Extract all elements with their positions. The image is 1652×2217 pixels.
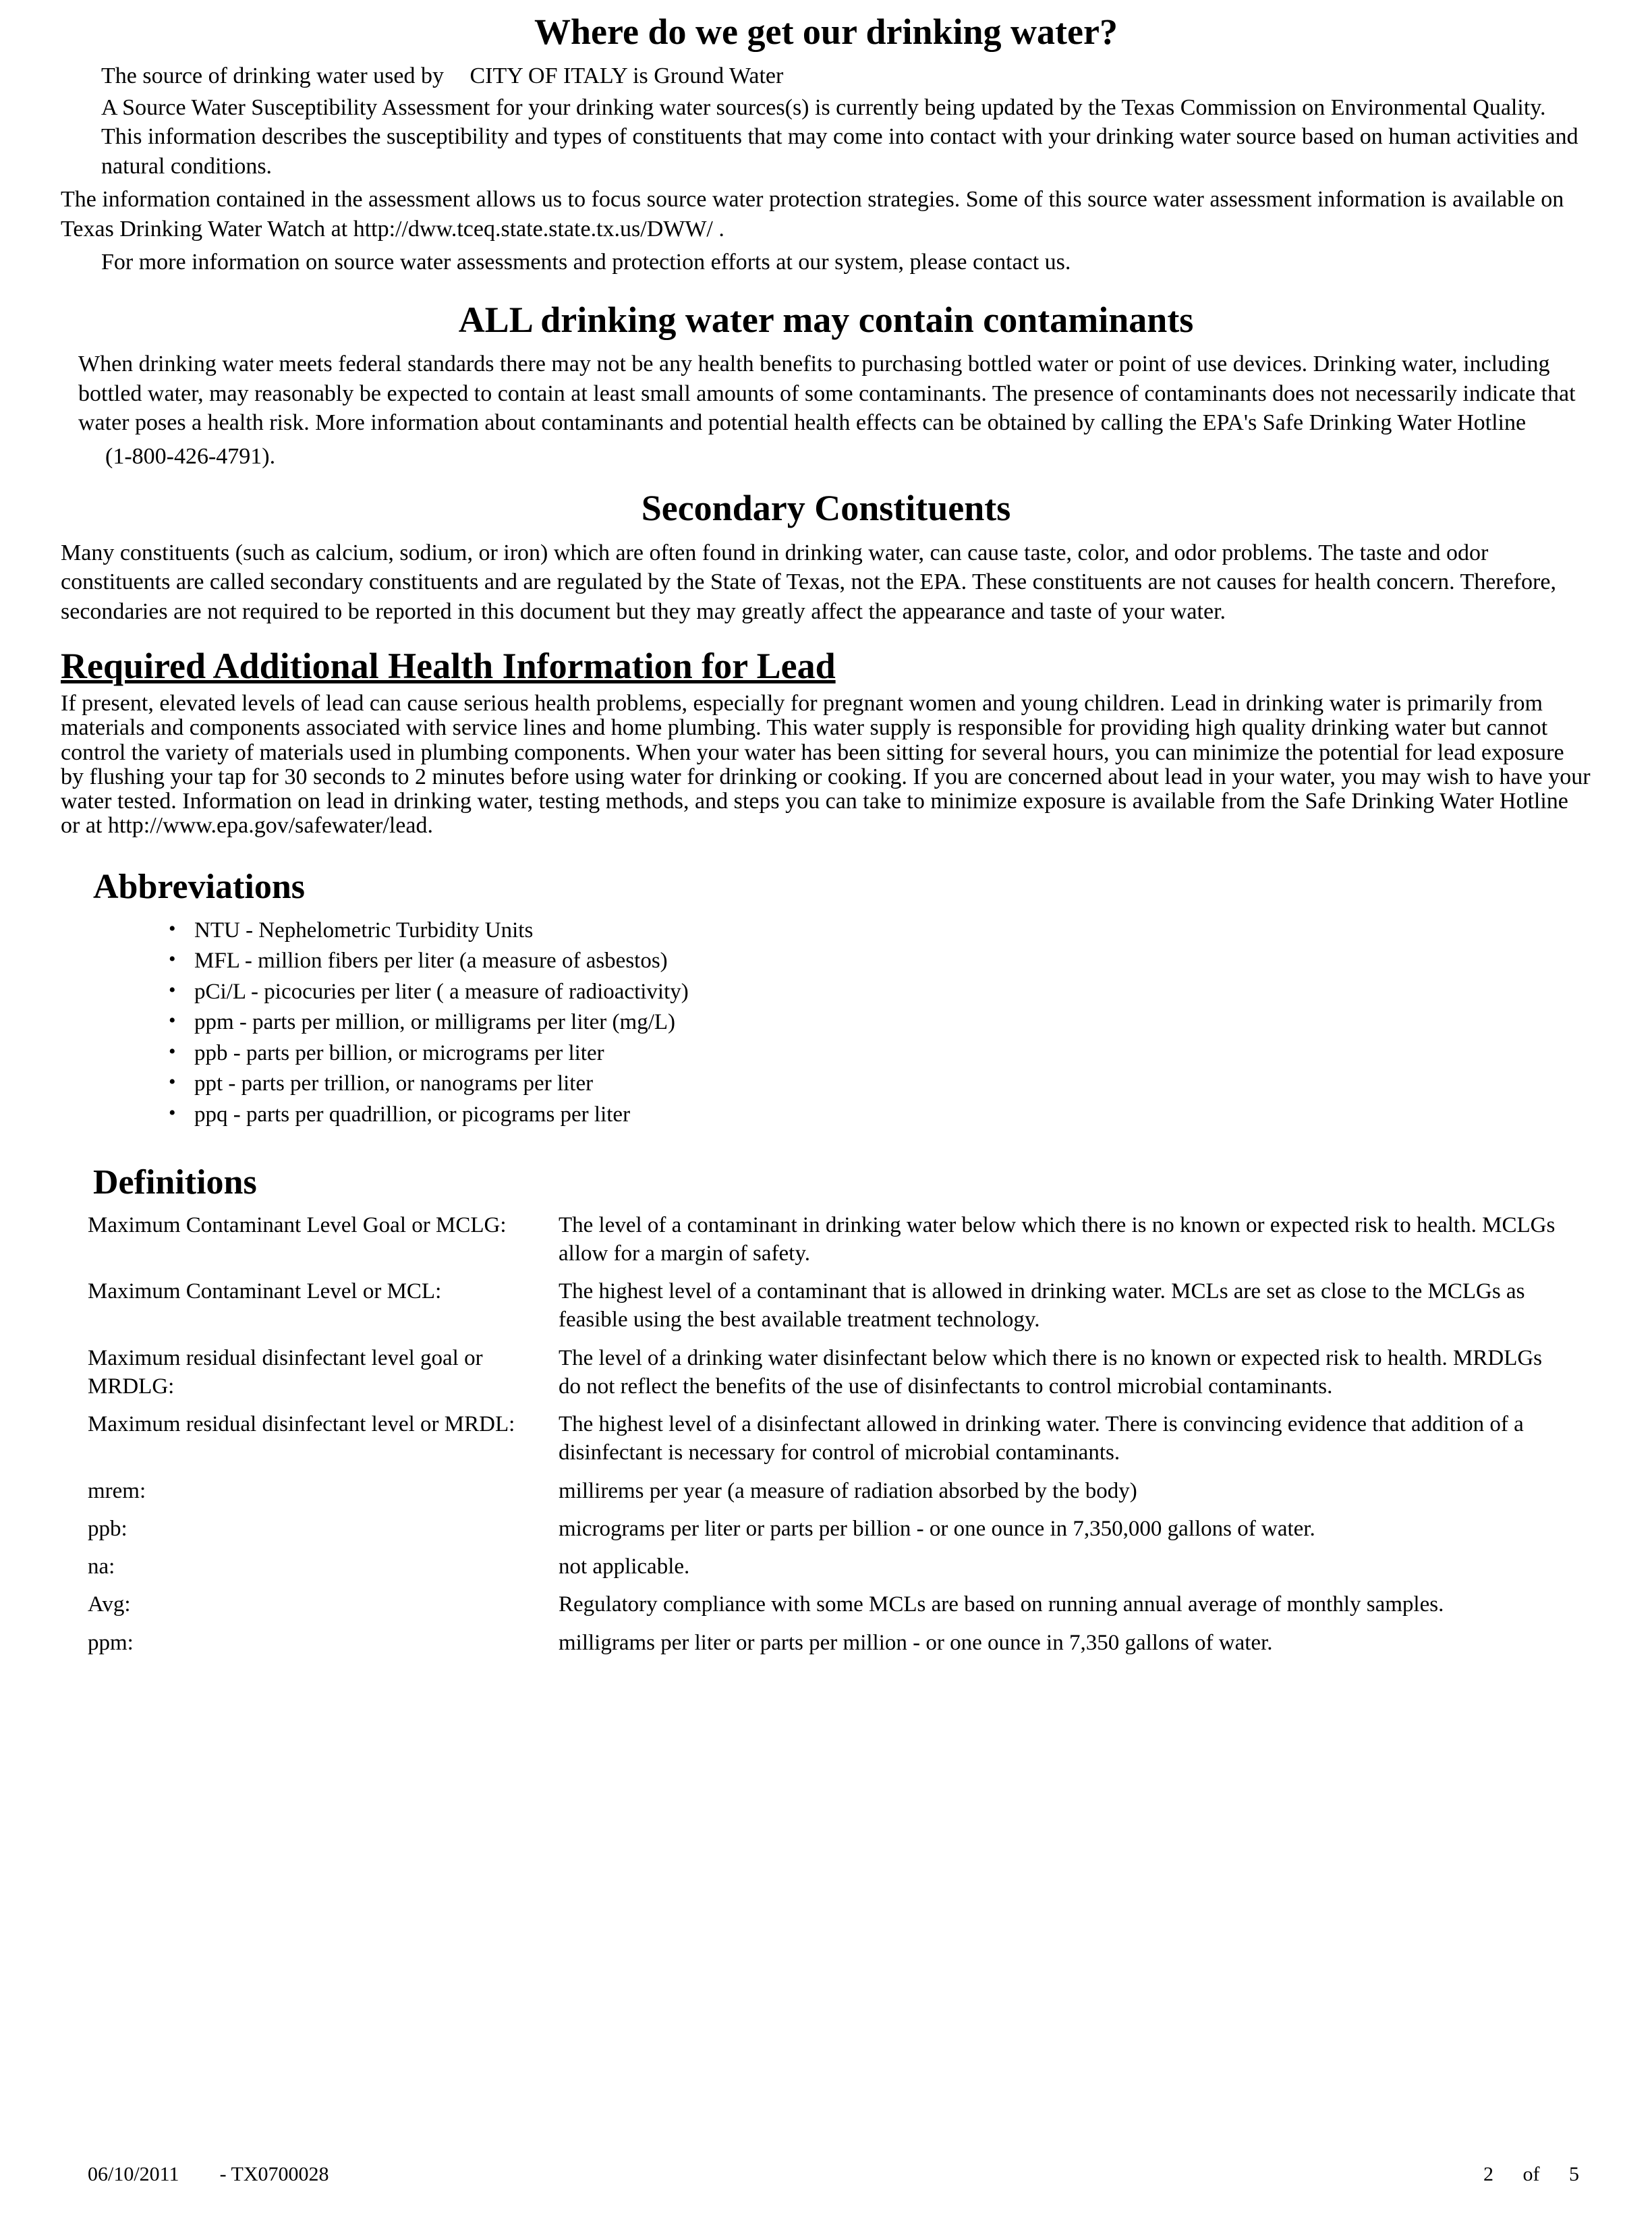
- list-item: • ppm - parts per million, or milligrams per liter (mg/L): [169, 1007, 1591, 1038]
- footer-page-current: 2: [1483, 2163, 1493, 2185]
- definition-term: Maximum residual disinfectant level goal or MRDLG:: [88, 1345, 483, 1399]
- table-row: [61, 1477, 1591, 1515]
- footer-page-total: 5: [1569, 2163, 1579, 2185]
- definition-description: The highest level of a disinfectant allowed in drinking water. There is convincing evidence that addition of a disinfectant is necessary for control of microbial contaminants.: [559, 1412, 1524, 1465]
- table-row: [61, 1552, 1591, 1590]
- definitions-table: [61, 1211, 1591, 1666]
- source-paragraph-2: The information contained in the assessment allows us to focus source water protection strategies. Some of this source water assessment information is available on Texas Drinking Water Watch at http://dww.tceq.state.state.tx.us/DWW/ .: [61, 187, 1564, 242]
- page-footer: [61, 2163, 1591, 2186]
- definition-term: Maximum Contaminant Level or MCL:: [88, 1279, 442, 1304]
- document-page: [0, 12, 1652, 2217]
- footer-pws-id: - TX0700028: [219, 2163, 329, 2185]
- definition-term: ppb:: [88, 1516, 127, 1541]
- contaminants-paragraph-1: When drinking water meets federal standards there may not be any health benefits to purchasing bottled water or point of use devices. Drinking water, including bottled water, may reasonably be expected to contain at least small amounts of some contaminants. The presence of contaminants does not necessarily indicate that water poses a health risk. More information about contaminants and potential health effects can be obtained by calling the EPA's Safe Drinking Water Hotline: [78, 352, 1576, 436]
- secondary-paragraph-1: Many constituents (such as calcium, sodium, or iron) which are often found in drinking water, can cause taste, color, and odor problems. The taste and odor constituents are called secondary constituents and are regulated by the State of Texas, not the EPA. These constituents are not causes for health concern. Therefore, secondaries are not required to be reported in this document but they may greatly affect the appearance and taste of your water.: [61, 540, 1556, 624]
- water-system-name: CITY OF ITALY is Ground Water: [469, 63, 784, 89]
- section-title-abbreviations: Abbreviations: [93, 867, 305, 906]
- list-item: • pCi/L - picocuries per liter ( a measure of radioactivity): [169, 977, 1591, 1008]
- list-item: • NTU - Nephelometric Turbidity Units: [169, 916, 1591, 947]
- section-title-contaminants: ALL drinking water may contain contaminants: [458, 299, 1194, 340]
- table-row: [61, 1590, 1591, 1628]
- section-title-source-water: Where do we get our drinking water?: [534, 11, 1118, 52]
- list-item: • MFL - million fibers per liter (a measure of asbestos): [169, 946, 1591, 977]
- definition-term: mrem:: [88, 1478, 146, 1503]
- table-row: [61, 1277, 1591, 1343]
- table-row: [61, 1211, 1591, 1277]
- list-item: • ppt - parts per trillion, or nanograms per liter: [169, 1069, 1591, 1100]
- footer-page-number: [1471, 2163, 1591, 2186]
- definition-term: na:: [88, 1554, 115, 1579]
- table-row: [61, 1515, 1591, 1552]
- section-title-secondary-constituents: Secondary Constituents: [641, 488, 1011, 529]
- section-title-lead: Required Additional Health Information for Lead: [61, 646, 836, 687]
- definition-term: Avg:: [88, 1592, 131, 1617]
- definition-description: The highest level of a contaminant that is allowed in drinking water. MCLs are set as close to the MCLGs as feasible using the best available treatment technology.: [559, 1279, 1525, 1332]
- definition-description: milligrams per liter or parts per million - or one ounce in 7,350 gallons of water.: [559, 1630, 1273, 1655]
- source-water-system-line: [61, 61, 1591, 91]
- definition-term: Maximum residual disinfectant level or MRDL:: [88, 1412, 515, 1437]
- definition-description: The level of a contaminant in drinking water below which there is no known or expected risk to health. MCLGs allow for a margin of safety.: [559, 1212, 1556, 1266]
- definition-term: ppm:: [88, 1630, 134, 1655]
- source-paragraph-3: For more information on source water assessments and protection efforts at our system, please contact us.: [101, 250, 1071, 275]
- definition-description: not applicable.: [559, 1554, 690, 1579]
- definition-term: Maximum Contaminant Level Goal or MCLG:: [88, 1212, 507, 1237]
- definition-description: micrograms per liter or parts per billion - or one ounce in 7,350,000 gallons of water.: [559, 1516, 1315, 1541]
- contaminants-hotline-number: (1-800-426-4791).: [105, 443, 276, 469]
- table-row: [61, 1629, 1591, 1666]
- source-prefix-text: The source of drinking water used by: [101, 63, 444, 89]
- definition-description: The level of a drinking water disinfectant below which there is no known or expected risk to health. MRDLGs do not reflect the benefits of the use of disinfectants to control microbial contaminants.: [559, 1345, 1543, 1399]
- footer-page-of: of: [1522, 2163, 1540, 2185]
- list-item: • ppq - parts per quadrillion, or picograms per liter: [169, 1100, 1591, 1131]
- list-item: • ppb - parts per billion, or micrograms per liter: [169, 1038, 1591, 1069]
- table-row: [61, 1410, 1591, 1476]
- definition-description: Regulatory compliance with some MCLs are based on running annual average of monthly samples.: [559, 1592, 1444, 1617]
- abbreviations-list: [61, 916, 1591, 1131]
- source-paragraph-1: A Source Water Susceptibility Assessment for your drinking water sources(s) is currently being updated by the Texas Commission on Environmental Quality. This information describes the susceptibility and types of constituents that may come into contact with your drinking water source based on human activities and natural conditions.: [101, 94, 1578, 179]
- table-row: [61, 1344, 1591, 1410]
- definition-description: millirems per year (a measure of radiation absorbed by the body): [559, 1478, 1137, 1503]
- section-title-definitions: Definitions: [93, 1162, 257, 1202]
- footer-date: 06/10/2011: [88, 2163, 179, 2185]
- lead-paragraph-1: If present, elevated levels of lead can cause serious health problems, especially for pregnant women and young children. Lead in drinking water is primarily from materials and components associated with service lines and home plumbing. This water supply is responsible for providing high quality drinking water but cannot control the variety of materials used in plumbing components. When your water has been sitting for several hours, you can minimize the potential for lead exposure by flushing your tap for 30 seconds to 2 minutes before using water for drinking or cooking. If you are concerned about lead in your water, you may wish to have your water tested. Information on lead in drinking water, testing methods, and steps you can take to minimize exposure is available from the Safe Drinking Water Hotline or at http://www.epa.gov/safewater/lead.: [61, 691, 1591, 838]
